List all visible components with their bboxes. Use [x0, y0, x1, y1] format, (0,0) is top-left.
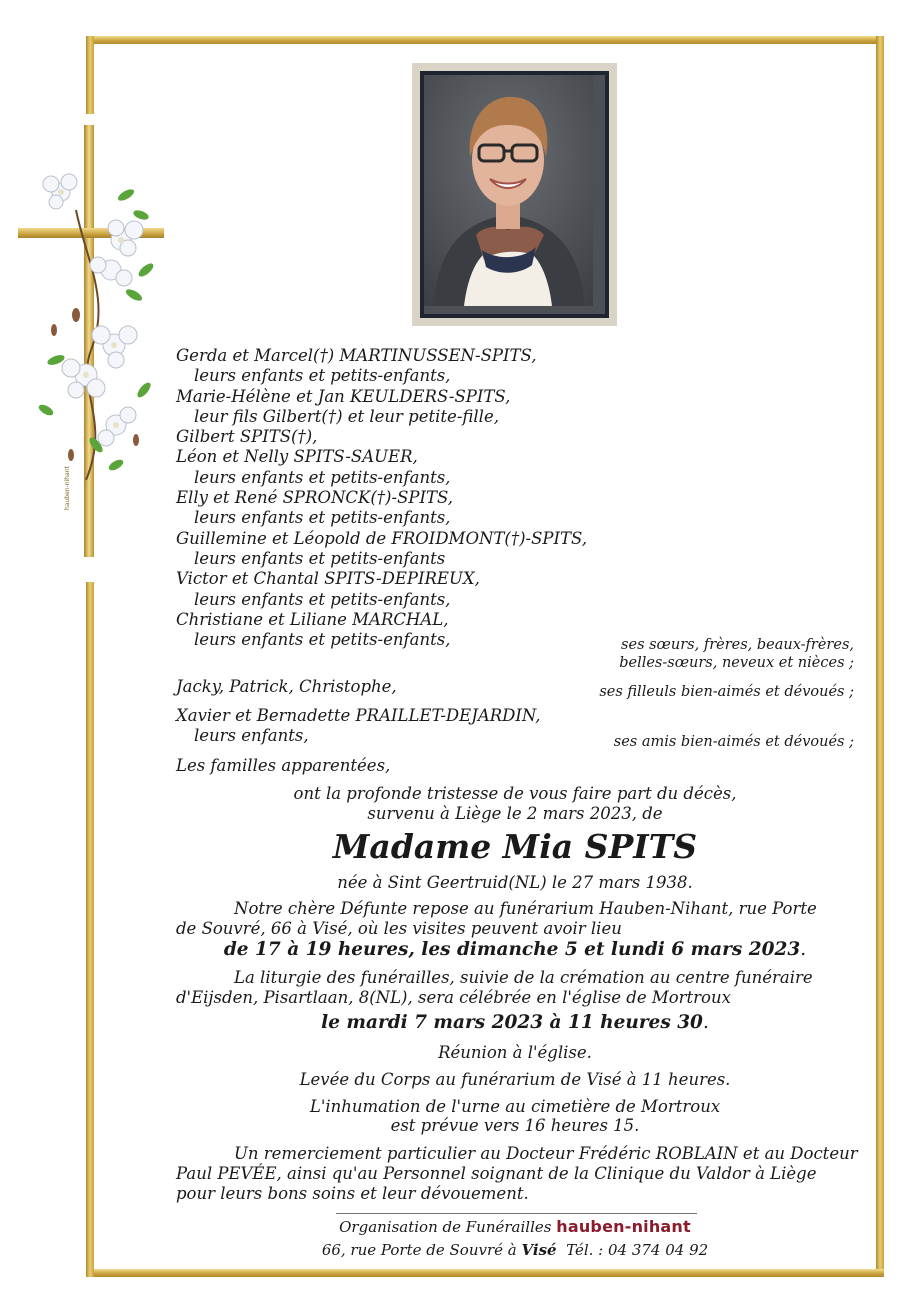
cross-with-flowers-icon [16, 120, 166, 560]
birth-info: née à Sint Geertruid(NL) le 27 mars 1938. [337, 873, 693, 892]
frame-left-border-bottom [86, 582, 94, 1277]
frame-top-border [86, 36, 884, 44]
note-godchildren: ses filleuls bien-aimés et dévoués ; [599, 684, 854, 700]
related-families: Les familles apparentées, [176, 756, 391, 775]
note-friends: ses amis bien-aimés et dévoués ; [613, 734, 854, 750]
levee-note: Levée du Corps au funérarium de Visé à 11 heures. [299, 1070, 731, 1089]
announcement-line1: ont la profonde tristesse de vous faire part du décès, [293, 784, 737, 803]
family-line: Elly et René SPRONCK(†)-SPITS, [176, 488, 453, 508]
thanks-line3: pour leurs bons soins et leur dévouement. [176, 1184, 529, 1203]
funeral-organizer [176, 1217, 854, 1237]
organizer-city: Visé [521, 1241, 557, 1259]
announcement-line2: survenu à Liège le 2 mars 2023, de [367, 804, 663, 823]
rest-line1: Notre chère Défunte repose au funérarium Hauben-Nihant, rue Porte [234, 899, 817, 918]
frame-left-border-top [86, 36, 94, 114]
note-siblings-line2: belles-sœurs, neveux et nièces ; [619, 655, 854, 671]
urn-line2: est prévue vers 16 heures 15. [390, 1116, 640, 1135]
ceremony-time: le mardi 7 mars 2023 à 11 heures 30. [321, 1012, 709, 1033]
family-line: Christiane et Liliane MARCHAL, [176, 609, 449, 629]
thanks-line2: Paul PEVÉE, ainsi qu'au Personnel soignant de la Clinique du Valdor à Liège [176, 1164, 817, 1183]
visiting-hours: de 17 à 19 heures, les dimanche 5 et lundi 6 mars 2023. [223, 939, 807, 960]
family-line: Léon et Nelly SPITS-SAUER, [176, 447, 418, 467]
friends-children: leurs enfants, [194, 726, 309, 745]
portrait-frame [412, 63, 617, 326]
family-line: Victor et Chantal SPITS-DEPIREUX, [176, 569, 480, 589]
liturgy-line1: La liturgie des funérailles, suivie de la crémation au centre funéraire [234, 968, 813, 987]
organizer-address-prefix: 66, rue Porte de Souvré à [321, 1241, 517, 1259]
family-line: Gilbert SPITS(†), [176, 427, 318, 447]
thanks-line1: Un remerciement particulier au Docteur Frédéric ROBLAIN et au Docteur [234, 1144, 858, 1163]
family-line: Marie-Hélène et Jan KEULDERS-SPITS, [176, 386, 511, 406]
family-line: leurs enfants et petits-enfants, [194, 508, 451, 528]
urn-line1: L'inhumation de l'urne au cimetière de Mortroux [309, 1097, 721, 1116]
family-line: leurs enfants et petits-enfants [194, 548, 446, 568]
family-line: leurs enfants et petits-enfants, [194, 589, 451, 609]
family-line: leurs enfants et petits-enfants, [194, 366, 451, 386]
organizer-label: Organisation de Funérailles [339, 1218, 552, 1236]
godchildren-names: Jacky, Patrick, Christophe, [176, 677, 397, 696]
organizer-phone: Tél. : 04 374 04 92 [566, 1241, 709, 1259]
family-line: Gerda et Marcel(†) MARTINUSSEN-SPITS, [176, 346, 537, 365]
note-siblings-line1: ses sœurs, frères, beaux-frères, [621, 637, 854, 653]
footer-separator [336, 1213, 697, 1214]
meeting-note: Réunion à l'église. [438, 1043, 592, 1062]
family-line: leur fils Gilbert(†) et leur petite-fille, [194, 406, 499, 426]
friends-names: Xavier et Bernadette PRAILLET-DEJARDIN, [176, 706, 541, 725]
liturgy-line2: d'Eijsden, Pisartlaan, 8(NL), sera célébrée en l'église de Mortroux [176, 988, 731, 1007]
ceremony-time-text: le mardi 7 mars 2023 à 11 heures 30 [321, 1012, 703, 1033]
family-line: Guillemine et Léopold de FROIDMONT(†)-SPITS, [176, 528, 588, 548]
frame-bottom-border [86, 1269, 884, 1277]
portrait-photo [424, 75, 605, 314]
organizer-address [176, 1240, 854, 1260]
family-line: leurs enfants et petits-enfants, [194, 467, 451, 487]
family-list [176, 346, 587, 650]
deceased-name: Madame Mia SPITS [332, 827, 698, 866]
frame-right-border [876, 36, 884, 1277]
visiting-hours-text: de 17 à 19 heures, les dimanche 5 et lundi 6 mars 2023 [223, 939, 801, 960]
cross-watermark: hauben-nihant [64, 466, 71, 510]
organizer-brand-logo: hauben-nihant [556, 1217, 691, 1236]
portrait-woman-icon [424, 75, 593, 306]
family-line: leurs enfants et petits-enfants, [194, 630, 451, 650]
rest-line2: de Souvré, 66 à Visé, où les visites peuvent avoir lieu [176, 919, 622, 938]
